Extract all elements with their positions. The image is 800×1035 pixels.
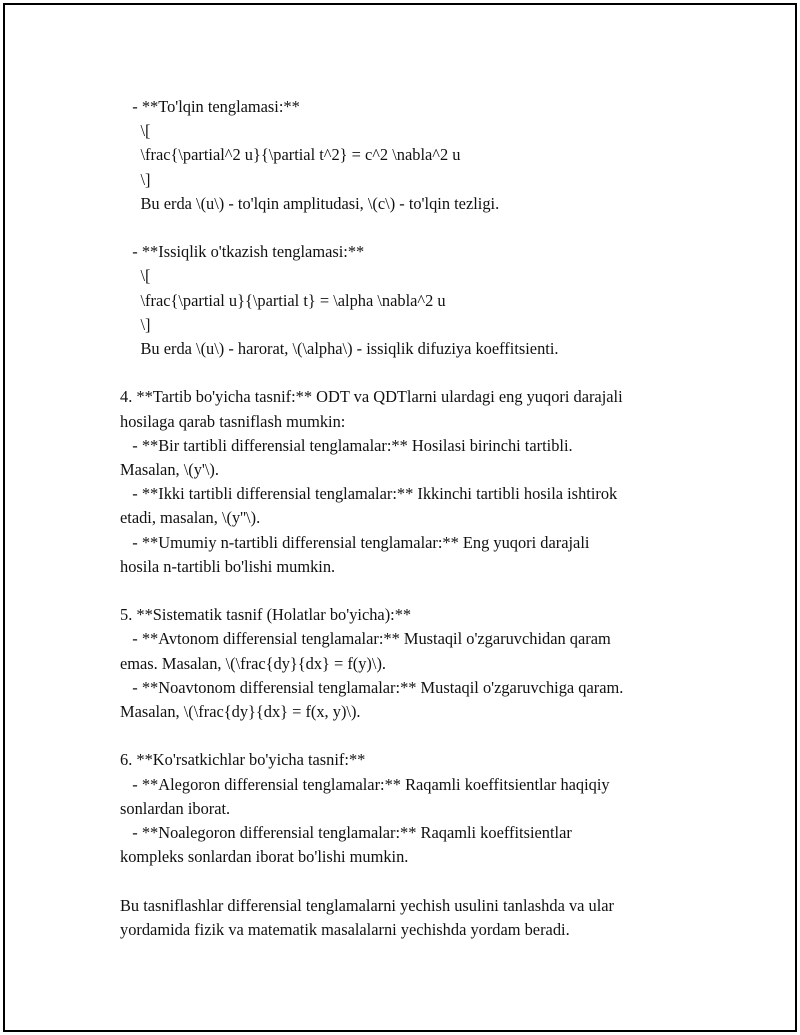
text-line: \frac{\partial u}{\partial t} = \alpha \nabla^2 u bbox=[120, 290, 446, 310]
text-line: 6. **Ko'rsatkichlar bo'yicha tasnif:** bbox=[120, 750, 366, 770]
text-line: kompleks sonlardan iborat bo'lishi mumkin. bbox=[120, 847, 409, 867]
document-page bbox=[3, 3, 797, 1032]
text-line: Masalan, \(\frac{dy}{dx} = f(x, y)\). bbox=[120, 702, 361, 722]
text-line: Bu erda \(u\) - harorat, \(\alpha\) - issiqlik difuziya koeffitsienti. bbox=[120, 339, 559, 359]
text-line: sonlardan iborat. bbox=[120, 798, 231, 818]
blank-line bbox=[120, 869, 700, 893]
text-line: etadi, masalan, \(y''\). bbox=[120, 508, 261, 528]
text-line: \frac{\partial^2 u}{\partial t^2} = c^2 \nabla^2 u bbox=[120, 145, 461, 165]
text-line: Masalan, \(y'\). bbox=[120, 460, 219, 480]
document-body bbox=[120, 95, 700, 942]
text-line: - **Noalegoron differensial tenglamalar:** Raqamli koeffitsientlar bbox=[120, 823, 572, 843]
text-line: 5. **Sistematik tasnif (Holatlar bo'yicha):** bbox=[120, 605, 412, 625]
text-line: Bu tasniflashlar differensial tenglamalarni yechish usulini tanlashda va ular bbox=[120, 895, 614, 915]
text-line: \] bbox=[120, 169, 151, 189]
text-line: emas. Masalan, \(\frac{dy}{dx} = f(y)\). bbox=[120, 653, 386, 673]
blank-line bbox=[120, 361, 700, 385]
text-line: - **Noavtonom differensial tenglamalar:** Mustaqil o'zgaruvchiga qaram. bbox=[120, 677, 624, 697]
text-line: yordamida fizik va matematik masalalarni yechishda yordam beradi. bbox=[120, 919, 570, 939]
text-line: - **Alegoron differensial tenglamalar:** Raqamli koeffitsientlar haqiqiy bbox=[120, 774, 610, 794]
blank-line bbox=[120, 579, 700, 603]
text-line: \] bbox=[120, 314, 151, 334]
text-line: Bu erda \(u\) - to'lqin amplitudasi, \(c\) - to'lqin tezligi. bbox=[120, 193, 500, 213]
text-line: - **Bir tartibli differensial tenglamalar:** Hosilasi birinchi tartibli. bbox=[120, 435, 573, 455]
text-line: - **Umumiy n-tartibli differensial tenglamalar:** Eng yuqori darajali bbox=[120, 532, 590, 552]
text-line: hosila n-tartibli bo'lishi mumkin. bbox=[120, 556, 336, 576]
text-line: - **Avtonom differensial tenglamalar:** Mustaqil o'zgaruvchidan qaram bbox=[120, 629, 611, 649]
blank-line bbox=[120, 216, 700, 240]
text-line: hosilaga qarab tasniflash mumkin: bbox=[120, 411, 346, 431]
text-line: 4. **Tartib bo'yicha tasnif:** ODT va QDTlarni ulardagi eng yuqori darajali bbox=[120, 387, 623, 407]
text-line: - **Issiqlik o'tkazish tenglamasi:** bbox=[120, 242, 365, 262]
text-line: \[ bbox=[120, 121, 151, 141]
blank-line bbox=[120, 724, 700, 748]
text-line: - **To'lqin tenglamasi:** bbox=[120, 97, 300, 116]
text-line: \[ bbox=[120, 266, 151, 286]
text-line: - **Ikki tartibli differensial tenglamalar:** Ikkinchi tartibli hosila ishtirok bbox=[120, 484, 618, 504]
